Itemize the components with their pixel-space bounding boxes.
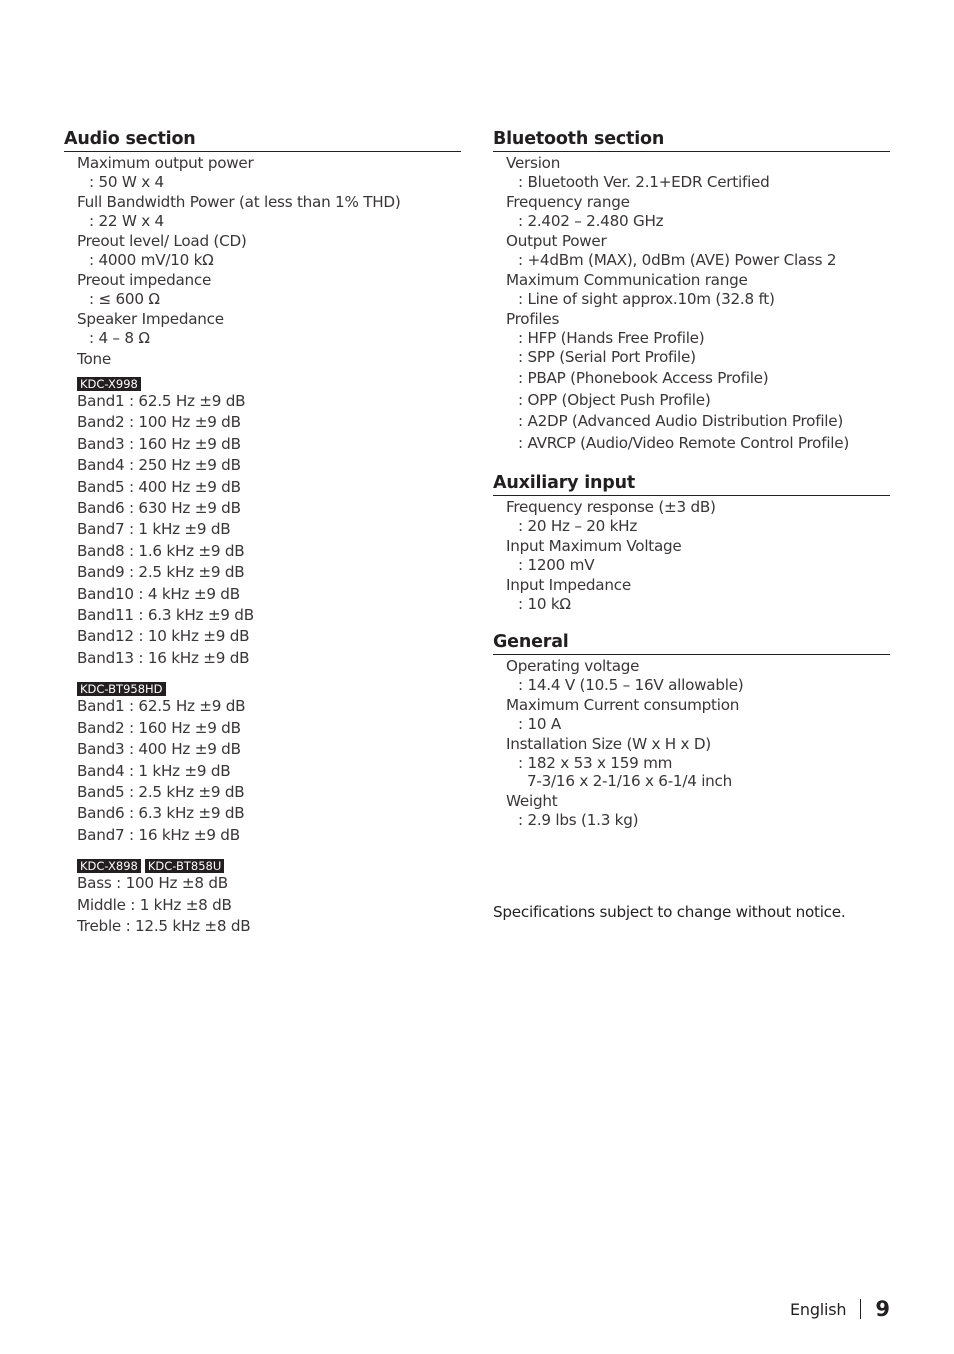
band-item: Band11 : 6.3 kHz ±9 dB	[77, 606, 254, 625]
spec-value: : Bluetooth Ver. 2.1+EDR Certified	[518, 173, 770, 191]
spec-label: Frequency response (±3 dB)	[506, 498, 716, 517]
spec-label: Maximum output power	[77, 154, 254, 172]
page-footer	[790, 1294, 890, 1324]
tone-groups	[64, 373, 461, 937]
audio-section-title: Audio section	[64, 128, 461, 152]
band-item: Band4 : 1 kHz ±9 dB	[77, 761, 231, 780]
spec-entry	[77, 271, 461, 308]
spec-value: : Line of sight approx.10m (32.8 ft)	[518, 290, 775, 308]
band-list	[64, 696, 461, 846]
band-list	[64, 873, 461, 937]
footer-language: English	[790, 1299, 847, 1319]
band-item: Band1 : 62.5 Hz ±9 dB	[77, 697, 246, 716]
spec-value: : SPP (Serial Port Profile)	[518, 348, 696, 366]
spec-value: : 2.402 – 2.480 GHz	[518, 212, 664, 230]
spec-value: : 4 – 8 Ω	[89, 329, 150, 347]
spec-entry	[77, 310, 461, 347]
spec-value: : 14.4 V (10.5 – 16V allowable)	[518, 676, 744, 695]
spec-label: Preout level/ Load (CD)	[77, 232, 247, 250]
spec-value: : 22 W x 4	[89, 212, 164, 230]
band-item: Band9 : 2.5 kHz ±9 dB	[77, 563, 245, 582]
spec-value: : 50 W x 4	[89, 173, 164, 191]
spec-entry	[506, 154, 890, 191]
spec-value: 7-3/16 x 2-1/16 x 6-1/4 inch	[527, 772, 733, 791]
spec-label: Speaker Impedance	[77, 310, 224, 328]
spec-value: : 4000 mV/10 kΩ	[89, 251, 214, 269]
model-tag: KDC-X898	[77, 859, 141, 873]
spec-label: Profiles	[506, 310, 560, 328]
band-item: Band7 : 1 kHz ±9 dB	[77, 520, 231, 539]
general-section-title: General	[493, 631, 890, 655]
page-number: 9	[875, 1297, 890, 1321]
spec-entry	[77, 193, 461, 230]
spec-label: Output Power	[506, 232, 607, 250]
spec-value: : 10 A	[518, 715, 561, 734]
spec-value: : HFP (Hands Free Profile)	[518, 329, 705, 347]
model-tags	[64, 855, 461, 874]
band-item: Band3 : 400 Hz ±9 dB	[77, 740, 241, 759]
bluetooth-entries	[493, 154, 890, 454]
model-tags	[64, 373, 461, 389]
spec-value: : 1200 mV	[518, 556, 595, 575]
auxiliary-entries	[493, 498, 890, 613]
band-item: Band2 : 160 Hz ±9 dB	[77, 718, 241, 737]
model-tag: KDC-BT958HD	[77, 682, 166, 696]
spec-label: Full Bandwidth Power (at less than 1% THD)	[77, 193, 401, 211]
band-item: Treble : 12.5 kHz ±8 dB	[77, 916, 251, 935]
spec-value: : +4dBm (MAX), 0dBm (AVE) Power Class 2	[518, 251, 837, 269]
spec-entry	[506, 735, 890, 790]
band-item: Band12 : 10 kHz ±9 dB	[77, 627, 250, 646]
spec-value: : 2.9 lbs (1.3 kg)	[518, 811, 639, 830]
spec-value: : PBAP (Phonebook Access Profile)	[518, 369, 769, 388]
spec-entry	[506, 537, 890, 574]
spec-label: Preout impedance	[77, 271, 212, 289]
general-entries	[493, 657, 890, 829]
band-item: Band2 : 100 Hz ±9 dB	[77, 413, 241, 432]
footer-divider	[860, 1299, 861, 1319]
bluetooth-section-title: Bluetooth section	[493, 128, 890, 152]
band-item: Middle : 1 kHz ±8 dB	[77, 895, 232, 914]
audio-column	[64, 128, 461, 937]
spec-value: : AVRCP (Audio/Video Remote Control Profile)	[518, 433, 850, 452]
spec-entry	[506, 576, 890, 613]
band-item: Bass : 100 Hz ±8 dB	[77, 874, 228, 893]
spec-entry	[506, 271, 890, 308]
right-column	[493, 128, 890, 831]
spec-entry	[506, 498, 890, 535]
spec-entry	[506, 792, 890, 829]
spec-label: Operating voltage	[506, 657, 640, 676]
spec-value: : ≤ 600 Ω	[89, 290, 160, 308]
spec-value: : 182 x 53 x 159 mm	[518, 754, 673, 773]
band-item: Band1 : 62.5 Hz ±9 dB	[77, 392, 246, 410]
spec-entry	[506, 232, 890, 269]
auxiliary-section-title: Auxiliary input	[493, 472, 890, 496]
spec-value: : A2DP (Advanced Audio Distribution Profile)	[518, 412, 844, 431]
band-item: Band4 : 250 Hz ±9 dB	[77, 456, 241, 475]
spec-label: Input Impedance	[506, 576, 631, 595]
spec-label: Version	[506, 154, 561, 172]
band-item: Band6 : 630 Hz ±9 dB	[77, 499, 241, 518]
model-tags	[64, 678, 461, 697]
spec-value: : 20 Hz – 20 kHz	[518, 517, 638, 536]
band-list	[64, 391, 461, 669]
spec-entry	[506, 696, 890, 733]
spec-value: : 10 kΩ	[518, 595, 571, 614]
band-item: Band8 : 1.6 kHz ±9 dB	[77, 541, 245, 560]
spec-entry	[77, 232, 461, 269]
spec-entry	[506, 193, 890, 230]
spec-entry	[77, 154, 461, 191]
model-tag: KDC-BT858U	[145, 859, 224, 873]
spec-entry	[506, 310, 890, 454]
model-tag: KDC-X998	[77, 377, 141, 391]
spec-label: Maximum Communication range	[506, 271, 748, 289]
tone-label: Tone	[77, 350, 111, 368]
spec-label: Input Maximum Voltage	[506, 537, 682, 556]
spec-value: : OPP (Object Push Profile)	[518, 390, 711, 409]
spec-entry	[506, 657, 890, 694]
specifications-notice: Specifications subject to change without notice.	[493, 903, 846, 921]
spec-label: Maximum Current consumption	[506, 696, 740, 715]
spec-label: Frequency range	[506, 193, 630, 211]
band-item: Band7 : 16 kHz ±9 dB	[77, 825, 240, 844]
band-item: Band3 : 160 Hz ±9 dB	[77, 434, 241, 453]
band-item: Band5 : 2.5 kHz ±9 dB	[77, 782, 245, 801]
band-item: Band13 : 16 kHz ±9 dB	[77, 648, 250, 667]
spec-label: Installation Size (W x H x D)	[506, 735, 711, 754]
spec-label: Weight	[506, 792, 558, 811]
band-item: Band6 : 6.3 kHz ±9 dB	[77, 804, 245, 823]
band-item: Band5 : 400 Hz ±9 dB	[77, 477, 241, 496]
audio-entries	[64, 154, 461, 370]
band-item: Band10 : 4 kHz ±9 dB	[77, 584, 240, 603]
